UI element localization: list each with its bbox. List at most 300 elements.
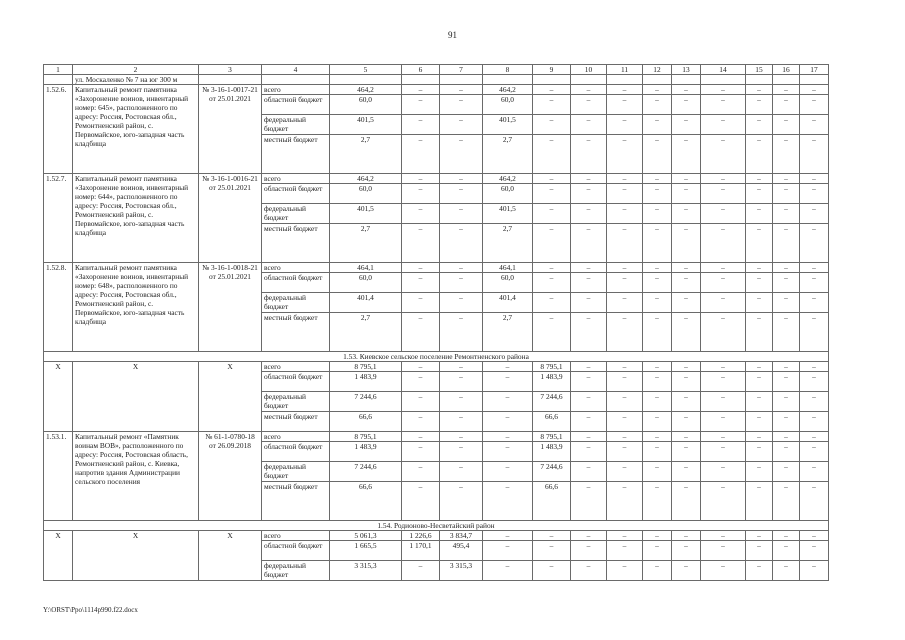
- empty-dash-cell: –: [643, 135, 672, 174]
- empty-dash-cell: –: [701, 224, 746, 263]
- empty-dash-cell: –: [571, 362, 607, 372]
- budget-source: областной бюджет: [262, 184, 330, 204]
- empty-dash-cell: –: [701, 95, 746, 115]
- empty-dash-cell: –: [773, 204, 800, 224]
- empty-dash-cell: –: [800, 204, 829, 224]
- empty-dash-cell: –: [800, 442, 829, 462]
- empty-dash-cell: –: [701, 115, 746, 135]
- budget-table: [43, 64, 829, 581]
- empty-dash-cell: –: [746, 412, 773, 432]
- empty-dash-cell: –: [800, 462, 829, 482]
- empty-dash-cell: –: [672, 273, 701, 293]
- empty-dash-cell: –: [773, 135, 800, 174]
- table-cell: [773, 75, 800, 85]
- amount-cell: –: [440, 462, 483, 482]
- amount-cell: –: [533, 85, 571, 95]
- empty-dash-cell: –: [672, 462, 701, 482]
- empty-dash-cell: –: [607, 372, 643, 392]
- amount-cell: –: [402, 85, 440, 95]
- amount-cell: 3 315,3: [330, 561, 402, 581]
- table-cell: [701, 75, 746, 85]
- amount-cell: 1 226,6: [402, 531, 440, 541]
- empty-dash-cell: –: [672, 184, 701, 204]
- amount-cell: –: [440, 184, 483, 204]
- item-number: 1.52.7.: [44, 174, 73, 263]
- table-cell: [262, 75, 330, 85]
- empty-dash-cell: –: [607, 95, 643, 115]
- empty-dash-cell: –: [800, 263, 829, 273]
- column-number: 12: [643, 65, 672, 75]
- empty-dash-cell: –: [672, 442, 701, 462]
- empty-dash-cell: –: [701, 174, 746, 184]
- section-title: 1.54. Родионово-Несветайский район: [44, 521, 829, 531]
- empty-dash-cell: –: [800, 362, 829, 372]
- empty-dash-cell: –: [701, 541, 746, 561]
- item-number: 1.52.6.: [44, 85, 73, 174]
- empty-dash-cell: –: [701, 362, 746, 372]
- table-cell: [800, 75, 829, 85]
- document-number: № 3-16-1-0017-21 от 25.01.2021: [199, 85, 262, 174]
- empty-dash-cell: –: [672, 174, 701, 184]
- empty-dash-cell: –: [571, 273, 607, 293]
- budget-source: областной бюджет: [262, 372, 330, 392]
- footer-file-path: Y:\ORST\Ppo\1114p990.f22.docx: [43, 606, 138, 614]
- empty-dash-cell: –: [643, 273, 672, 293]
- amount-cell: 7 244,6: [330, 462, 402, 482]
- amount-cell: –: [440, 293, 483, 313]
- empty-dash-cell: –: [746, 392, 773, 412]
- column-number-row: [44, 65, 829, 75]
- amount-cell: –: [440, 115, 483, 135]
- empty-dash-cell: –: [672, 531, 701, 541]
- amount-cell: 60,0: [483, 184, 533, 204]
- amount-cell: 5 061,3: [330, 531, 402, 541]
- empty-dash-cell: –: [672, 412, 701, 432]
- empty-dash-cell: –: [607, 293, 643, 313]
- empty-dash-cell: –: [643, 412, 672, 432]
- empty-dash-cell: –: [800, 293, 829, 313]
- amount-cell: –: [483, 412, 533, 432]
- amount-cell: –: [402, 432, 440, 442]
- empty-dash-cell: –: [701, 85, 746, 95]
- object-name: Х: [73, 362, 199, 432]
- amount-cell: –: [402, 462, 440, 482]
- empty-dash-cell: –: [773, 362, 800, 372]
- budget-source: местный бюджет: [262, 412, 330, 432]
- amount-cell: –: [402, 362, 440, 372]
- empty-dash-cell: –: [571, 174, 607, 184]
- empty-dash-cell: –: [773, 263, 800, 273]
- empty-dash-cell: –: [672, 313, 701, 352]
- empty-dash-cell: –: [701, 392, 746, 412]
- section-title: 1.53. Киевское сельское поселение Ремонтненского района: [44, 352, 829, 362]
- empty-dash-cell: –: [800, 313, 829, 352]
- amount-cell: –: [402, 115, 440, 135]
- empty-dash-cell: –: [672, 204, 701, 224]
- empty-dash-cell: –: [643, 293, 672, 313]
- amount-cell: 60,0: [483, 273, 533, 293]
- empty-dash-cell: –: [746, 85, 773, 95]
- column-number: 6: [402, 65, 440, 75]
- amount-cell: –: [440, 204, 483, 224]
- amount-cell: –: [440, 174, 483, 184]
- empty-dash-cell: –: [773, 174, 800, 184]
- empty-dash-cell: –: [746, 293, 773, 313]
- amount-cell: –: [483, 442, 533, 462]
- empty-dash-cell: –: [701, 293, 746, 313]
- empty-dash-cell: –: [672, 263, 701, 273]
- budget-source: областной бюджет: [262, 442, 330, 462]
- empty-dash-cell: –: [672, 432, 701, 442]
- object-name: ул. Москаленко № 7 на юг 300 м: [73, 75, 199, 85]
- empty-dash-cell: –: [607, 541, 643, 561]
- amount-cell: –: [533, 531, 571, 541]
- document-number: Х: [199, 531, 262, 581]
- amount-cell: –: [533, 95, 571, 115]
- empty-dash-cell: –: [746, 224, 773, 263]
- empty-dash-cell: –: [607, 392, 643, 412]
- column-number: 13: [672, 65, 701, 75]
- budget-source: местный бюджет: [262, 135, 330, 174]
- empty-dash-cell: –: [701, 184, 746, 204]
- object-name: Х: [73, 531, 199, 581]
- empty-dash-cell: –: [701, 482, 746, 521]
- empty-dash-cell: –: [672, 293, 701, 313]
- empty-dash-cell: –: [643, 85, 672, 95]
- empty-dash-cell: –: [800, 482, 829, 521]
- amount-cell: 401,4: [330, 293, 402, 313]
- empty-dash-cell: –: [701, 273, 746, 293]
- empty-dash-cell: –: [607, 204, 643, 224]
- budget-source: местный бюджет: [262, 224, 330, 263]
- amount-cell: –: [402, 561, 440, 581]
- empty-dash-cell: –: [746, 531, 773, 541]
- empty-dash-cell: –: [643, 263, 672, 273]
- empty-dash-cell: –: [672, 95, 701, 115]
- empty-dash-cell: –: [607, 85, 643, 95]
- empty-dash-cell: –: [746, 561, 773, 581]
- document-number: Х: [199, 362, 262, 432]
- table-cell: [330, 75, 402, 85]
- empty-dash-cell: –: [746, 184, 773, 204]
- amount-cell: 1 483,9: [330, 372, 402, 392]
- budget-source: федеральный бюджет: [262, 392, 330, 412]
- amount-cell: 3 315,3: [440, 561, 483, 581]
- empty-dash-cell: –: [643, 372, 672, 392]
- empty-dash-cell: –: [773, 432, 800, 442]
- empty-dash-cell: –: [746, 95, 773, 115]
- amount-cell: 8 795,1: [533, 362, 571, 372]
- amount-cell: –: [483, 372, 533, 392]
- amount-cell: –: [533, 135, 571, 174]
- empty-dash-cell: –: [800, 412, 829, 432]
- empty-dash-cell: –: [800, 561, 829, 581]
- empty-dash-cell: –: [607, 135, 643, 174]
- amount-cell: 1 483,9: [330, 442, 402, 462]
- empty-dash-cell: –: [746, 482, 773, 521]
- empty-dash-cell: –: [643, 392, 672, 412]
- amount-cell: –: [402, 392, 440, 412]
- empty-dash-cell: –: [746, 432, 773, 442]
- empty-dash-cell: –: [746, 174, 773, 184]
- amount-cell: –: [483, 531, 533, 541]
- empty-dash-cell: –: [773, 372, 800, 392]
- amount-cell: 1 170,1: [402, 541, 440, 561]
- amount-cell: –: [440, 85, 483, 95]
- empty-dash-cell: –: [607, 561, 643, 581]
- amount-cell: –: [402, 442, 440, 462]
- column-number: 11: [607, 65, 643, 75]
- amount-cell: –: [533, 184, 571, 204]
- table-cell: [44, 75, 73, 85]
- empty-dash-cell: –: [746, 204, 773, 224]
- empty-dash-cell: –: [746, 313, 773, 352]
- budget-source: всего: [262, 85, 330, 95]
- budget-source: федеральный бюджет: [262, 293, 330, 313]
- document-number: № 61-1-0780-18 от 26.09.2018: [199, 432, 262, 521]
- amount-cell: 1 483,9: [533, 442, 571, 462]
- empty-dash-cell: –: [571, 372, 607, 392]
- empty-dash-cell: –: [800, 174, 829, 184]
- empty-dash-cell: –: [607, 432, 643, 442]
- amount-cell: 464,2: [330, 174, 402, 184]
- amount-cell: –: [402, 482, 440, 521]
- amount-cell: 464,2: [483, 174, 533, 184]
- empty-dash-cell: –: [607, 362, 643, 372]
- budget-source: федеральный бюджет: [262, 561, 330, 581]
- empty-dash-cell: –: [800, 95, 829, 115]
- empty-dash-cell: –: [773, 115, 800, 135]
- amount-cell: –: [440, 224, 483, 263]
- empty-dash-cell: –: [800, 392, 829, 412]
- empty-dash-cell: –: [643, 362, 672, 372]
- table-cell: [607, 75, 643, 85]
- column-number: 2: [73, 65, 199, 75]
- amount-cell: 60,0: [330, 273, 402, 293]
- empty-dash-cell: –: [773, 313, 800, 352]
- amount-cell: 464,2: [330, 85, 402, 95]
- empty-dash-cell: –: [773, 462, 800, 482]
- empty-dash-cell: –: [571, 531, 607, 541]
- empty-dash-cell: –: [672, 561, 701, 581]
- budget-source: областной бюджет: [262, 273, 330, 293]
- budget-source: федеральный бюджет: [262, 462, 330, 482]
- empty-dash-cell: –: [746, 541, 773, 561]
- empty-dash-cell: –: [672, 115, 701, 135]
- table-row: [44, 531, 829, 541]
- empty-dash-cell: –: [800, 531, 829, 541]
- empty-dash-cell: –: [746, 115, 773, 135]
- empty-dash-cell: –: [607, 184, 643, 204]
- empty-dash-cell: –: [773, 531, 800, 541]
- item-number: 1.52.8.: [44, 263, 73, 352]
- budget-source: местный бюджет: [262, 313, 330, 352]
- column-number: 10: [571, 65, 607, 75]
- amount-cell: 401,5: [483, 204, 533, 224]
- amount-cell: 401,5: [330, 115, 402, 135]
- amount-cell: –: [533, 561, 571, 581]
- empty-dash-cell: –: [672, 362, 701, 372]
- object-name: Капитальный ремонт «Памятник воинам ВОВ», расположенного по адресу: Россия, Ростовская область, Ремонтненский район, с. Киевка, напротив здания Администрации сельского поселения: [73, 432, 199, 521]
- amount-cell: 1 483,9: [533, 372, 571, 392]
- empty-dash-cell: –: [607, 442, 643, 462]
- empty-dash-cell: –: [800, 224, 829, 263]
- amount-cell: –: [483, 541, 533, 561]
- empty-dash-cell: –: [701, 531, 746, 541]
- column-number: 8: [483, 65, 533, 75]
- amount-cell: 8 795,1: [533, 432, 571, 442]
- empty-dash-cell: –: [571, 115, 607, 135]
- column-number: 5: [330, 65, 402, 75]
- empty-dash-cell: –: [607, 174, 643, 184]
- amount-cell: 66,6: [330, 412, 402, 432]
- amount-cell: 2,7: [483, 224, 533, 263]
- continued-row: [44, 75, 829, 85]
- table-cell: [571, 75, 607, 85]
- empty-dash-cell: –: [643, 313, 672, 352]
- amount-cell: –: [402, 224, 440, 263]
- empty-dash-cell: –: [701, 263, 746, 273]
- amount-cell: –: [440, 392, 483, 412]
- empty-dash-cell: –: [773, 442, 800, 462]
- empty-dash-cell: –: [672, 392, 701, 412]
- object-name: Капитальный ремонт памятника «Захоронение воинов, инвентарный номер: 644», расположенного по адресу: Россия, Ростовская обл., Ремонтненский район, с. Первомайское, юго-западная часть кладбища: [73, 174, 199, 263]
- amount-cell: –: [402, 372, 440, 392]
- amount-cell: –: [440, 95, 483, 115]
- table-row: [44, 362, 829, 372]
- empty-dash-cell: –: [571, 224, 607, 263]
- amount-cell: –: [483, 561, 533, 581]
- amount-cell: 2,7: [330, 224, 402, 263]
- empty-dash-cell: –: [672, 85, 701, 95]
- object-name: Капитальный ремонт памятника «Захоронение воинов, инвентарный номер: 648», расположенного по адресу: Россия, Ростовская обл., Ремонтненский район, с. Первомайское, юго-западная часть кладбища: [73, 263, 199, 352]
- budget-source: местный бюджет: [262, 482, 330, 521]
- amount-cell: –: [533, 273, 571, 293]
- amount-cell: –: [440, 482, 483, 521]
- budget-source: областной бюджет: [262, 541, 330, 561]
- item-number: Х: [44, 531, 73, 581]
- amount-cell: –: [440, 263, 483, 273]
- section-row: [44, 352, 829, 362]
- empty-dash-cell: –: [746, 135, 773, 174]
- empty-dash-cell: –: [607, 531, 643, 541]
- table-cell: [643, 75, 672, 85]
- empty-dash-cell: –: [746, 442, 773, 462]
- amount-cell: 401,5: [483, 115, 533, 135]
- empty-dash-cell: –: [701, 442, 746, 462]
- empty-dash-cell: –: [571, 135, 607, 174]
- amount-cell: –: [533, 293, 571, 313]
- amount-cell: 60,0: [330, 184, 402, 204]
- empty-dash-cell: –: [643, 442, 672, 462]
- amount-cell: 3 834,7: [440, 531, 483, 541]
- empty-dash-cell: –: [701, 204, 746, 224]
- empty-dash-cell: –: [773, 392, 800, 412]
- amount-cell: 8 795,1: [330, 432, 402, 442]
- amount-cell: –: [402, 273, 440, 293]
- budget-source: всего: [262, 362, 330, 372]
- amount-cell: –: [533, 115, 571, 135]
- amount-cell: –: [483, 462, 533, 482]
- amount-cell: –: [440, 372, 483, 392]
- budget-source: всего: [262, 174, 330, 184]
- empty-dash-cell: –: [701, 313, 746, 352]
- amount-cell: 8 795,1: [330, 362, 402, 372]
- empty-dash-cell: –: [571, 184, 607, 204]
- amount-cell: 464,1: [330, 263, 402, 273]
- empty-dash-cell: –: [607, 313, 643, 352]
- amount-cell: –: [402, 95, 440, 115]
- column-number: 9: [533, 65, 571, 75]
- empty-dash-cell: –: [607, 263, 643, 273]
- amount-cell: 66,6: [533, 412, 571, 432]
- column-number: 4: [262, 65, 330, 75]
- amount-cell: –: [440, 432, 483, 442]
- empty-dash-cell: –: [643, 462, 672, 482]
- amount-cell: 1 665,5: [330, 541, 402, 561]
- empty-dash-cell: –: [571, 432, 607, 442]
- amount-cell: –: [402, 412, 440, 432]
- empty-dash-cell: –: [701, 412, 746, 432]
- empty-dash-cell: –: [800, 135, 829, 174]
- amount-cell: 7 244,6: [330, 392, 402, 412]
- empty-dash-cell: –: [643, 204, 672, 224]
- empty-dash-cell: –: [643, 224, 672, 263]
- budget-source: всего: [262, 531, 330, 541]
- amount-cell: 66,6: [533, 482, 571, 521]
- empty-dash-cell: –: [643, 561, 672, 581]
- empty-dash-cell: –: [800, 541, 829, 561]
- empty-dash-cell: –: [571, 442, 607, 462]
- amount-cell: –: [483, 432, 533, 442]
- empty-dash-cell: –: [571, 85, 607, 95]
- column-number: 7: [440, 65, 483, 75]
- budget-source: федеральный бюджет: [262, 204, 330, 224]
- amount-cell: 495,4: [440, 541, 483, 561]
- empty-dash-cell: –: [672, 135, 701, 174]
- amount-cell: 60,0: [483, 95, 533, 115]
- empty-dash-cell: –: [800, 273, 829, 293]
- empty-dash-cell: –: [800, 115, 829, 135]
- empty-dash-cell: –: [773, 184, 800, 204]
- budget-source: федеральный бюджет: [262, 115, 330, 135]
- amount-cell: 401,4: [483, 293, 533, 313]
- empty-dash-cell: –: [643, 184, 672, 204]
- empty-dash-cell: –: [800, 432, 829, 442]
- empty-dash-cell: –: [571, 313, 607, 352]
- empty-dash-cell: –: [800, 184, 829, 204]
- budget-source: областной бюджет: [262, 95, 330, 115]
- empty-dash-cell: –: [571, 412, 607, 432]
- empty-dash-cell: –: [672, 372, 701, 392]
- table-cell: [402, 75, 440, 85]
- table-row: [44, 85, 829, 95]
- empty-dash-cell: –: [746, 273, 773, 293]
- amount-cell: –: [402, 184, 440, 204]
- amount-cell: 60,0: [330, 95, 402, 115]
- table-row: [44, 432, 829, 442]
- table-row: [44, 263, 829, 273]
- amount-cell: –: [402, 174, 440, 184]
- amount-cell: 2,7: [483, 313, 533, 352]
- amount-cell: 2,7: [483, 135, 533, 174]
- empty-dash-cell: –: [773, 273, 800, 293]
- empty-dash-cell: –: [701, 561, 746, 581]
- empty-dash-cell: –: [672, 541, 701, 561]
- empty-dash-cell: –: [701, 432, 746, 442]
- empty-dash-cell: –: [773, 293, 800, 313]
- column-number: 16: [773, 65, 800, 75]
